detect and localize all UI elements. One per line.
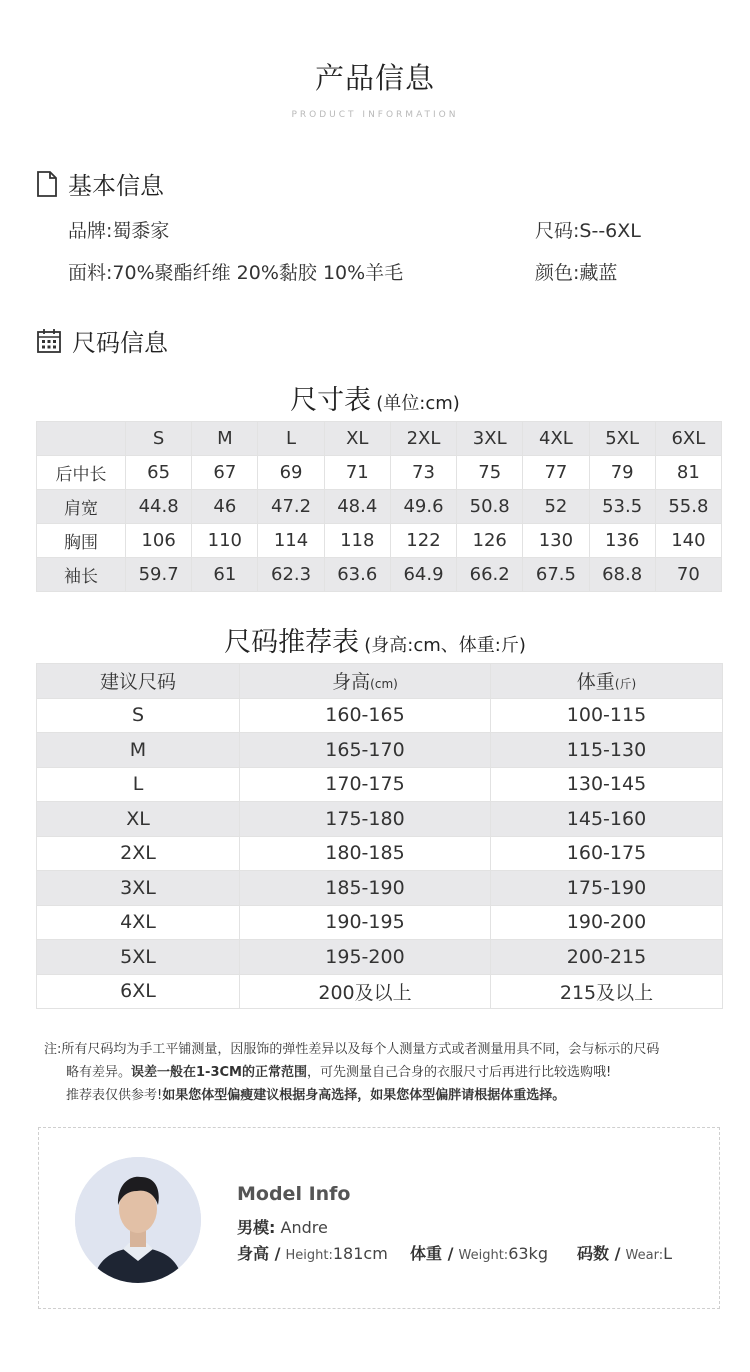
table-cell: 48.4 (324, 490, 390, 524)
model-name-row: 男模: Andre (237, 1218, 328, 1237)
table-row (37, 558, 722, 592)
table-cell: 77 (523, 456, 589, 490)
size-column-header: 6XL (655, 422, 721, 456)
size-column-header: L (258, 422, 324, 456)
note-line-2: 略有差异。误差一般在1-3CM的正常范围，可先测量自己合身的衣服尺寸后再进行比较选购哦! (66, 1065, 612, 1080)
table-row (37, 733, 723, 768)
size-column-header: 2XL (390, 422, 456, 456)
table-row (37, 940, 723, 975)
table-cell: L (37, 767, 240, 802)
table-cell: M (37, 733, 240, 768)
table-cell: 63.6 (324, 558, 390, 592)
table-cell: 190-200 (491, 905, 723, 940)
basic-info-heading (36, 166, 164, 201)
rec-table-header (37, 664, 723, 699)
size-range-text: 尺码:S--6XL (535, 220, 641, 242)
table-cell: 73 (390, 456, 456, 490)
table-cell: 170-175 (240, 767, 491, 802)
size-table-header (37, 422, 722, 456)
table-cell: 65 (126, 456, 192, 490)
table-cell: 215及以上 (491, 974, 723, 1009)
table-cell: 66.2 (457, 558, 523, 592)
size-column-header: 3XL (457, 422, 523, 456)
table-cell: 130-145 (491, 767, 723, 802)
table-row (37, 871, 723, 906)
table-cell: 190-195 (240, 905, 491, 940)
table-cell: 47.2 (258, 490, 324, 524)
brand-text: 品牌:蜀黍家 (68, 220, 170, 242)
table-cell: 136 (589, 524, 655, 558)
model-portrait-icon (75, 1157, 201, 1283)
table-cell: 64.9 (390, 558, 456, 592)
table-cell: 122 (390, 524, 456, 558)
table-cell: 52 (523, 490, 589, 524)
size-table-title (0, 378, 750, 417)
table-cell: S (37, 698, 240, 733)
table-cell: 195-200 (240, 940, 491, 975)
table-cell: 53.5 (589, 490, 655, 524)
table-cell: 185-190 (240, 871, 491, 906)
rec-table-unit: (身高:cm、体重:斤) (364, 635, 526, 656)
table-cell: 110 (192, 524, 258, 558)
size-table (36, 421, 722, 592)
table-cell: 100-115 (491, 698, 723, 733)
table-cell: 175-190 (491, 871, 723, 906)
table-cell: 6XL (37, 974, 240, 1009)
calendar-icon (36, 328, 62, 354)
table-row (37, 802, 723, 837)
size-info-heading (36, 323, 168, 358)
table-cell: 165-170 (240, 733, 491, 768)
page-title: 产品信息 (314, 61, 435, 95)
rec-table (36, 663, 723, 1009)
rec-column-header: 身高(cm) (240, 664, 491, 699)
table-cell: 180-185 (240, 836, 491, 871)
table-row (37, 490, 722, 524)
size-column-header (37, 422, 126, 456)
table-row (37, 524, 722, 558)
table-cell: 200-215 (491, 940, 723, 975)
table-cell: 50.8 (457, 490, 523, 524)
table-cell: 59.7 (126, 558, 192, 592)
table-cell: 3XL (37, 871, 240, 906)
table-cell: 55.8 (655, 490, 721, 524)
table-cell: 44.8 (126, 490, 192, 524)
measure-label: 后中长 (37, 456, 126, 490)
table-row (37, 456, 722, 490)
table-cell: 5XL (37, 940, 240, 975)
rec-table-title (0, 620, 750, 659)
document-icon (36, 171, 58, 197)
table-cell: 46 (192, 490, 258, 524)
table-cell: 160-175 (491, 836, 723, 871)
note-line-3: 推荐表仅供参考!如果您体型偏瘦建议根据身高选择，如果您体型偏胖请根据体重选择。 (66, 1088, 566, 1103)
table-cell: 115-130 (491, 733, 723, 768)
size-column-header: 5XL (589, 422, 655, 456)
size-table-unit: (单位:cm) (376, 393, 460, 414)
table-cell: 62.3 (258, 558, 324, 592)
table-cell: 160-165 (240, 698, 491, 733)
table-cell: 70 (655, 558, 721, 592)
table-cell: 106 (126, 524, 192, 558)
table-cell: 67 (192, 456, 258, 490)
table-cell: 75 (457, 456, 523, 490)
page-subtitle: PRODUCT INFORMATION (291, 110, 459, 120)
table-row (37, 836, 723, 871)
rec-table-title-text: 尺码推荐表 (224, 627, 360, 658)
note-line-1: 注:所有尺码均为手工平铺测量，因服饰的弹性差异以及每个人测量方式或者测量用具不同，会与标示的尺码 (44, 1042, 660, 1057)
table-cell: 114 (258, 524, 324, 558)
table-cell: 4XL (37, 905, 240, 940)
table-cell: 67.5 (523, 558, 589, 592)
color-text: 颜色:藏蓝 (535, 262, 618, 284)
rec-column-header: 体重(斤) (491, 664, 723, 699)
size-column-header: 4XL (523, 422, 589, 456)
table-cell: 69 (258, 456, 324, 490)
table-row (37, 767, 723, 802)
measure-label: 肩宽 (37, 490, 126, 524)
size-note (44, 1038, 734, 1107)
basic-info-heading-text: 基本信息 (68, 172, 164, 200)
table-cell: 49.6 (390, 490, 456, 524)
model-wear: 码数 / Wear:L (577, 1244, 672, 1263)
table-cell: 200及以上 (240, 974, 491, 1009)
size-info-heading-text: 尺码信息 (72, 329, 168, 357)
model-info-title: Model Info (237, 1183, 351, 1205)
table-row (37, 698, 723, 733)
table-cell: 2XL (37, 836, 240, 871)
table-cell: 79 (589, 456, 655, 490)
size-column-header: M (192, 422, 258, 456)
table-cell: 175-180 (240, 802, 491, 837)
table-cell: 71 (324, 456, 390, 490)
model-avatar (75, 1157, 201, 1283)
measure-label: 袖长 (37, 558, 126, 592)
table-cell: 126 (457, 524, 523, 558)
size-column-header: S (126, 422, 192, 456)
table-cell: 68.8 (589, 558, 655, 592)
table-row (37, 905, 723, 940)
table-cell: 145-160 (491, 802, 723, 837)
table-cell: 61 (192, 558, 258, 592)
measure-label: 胸围 (37, 524, 126, 558)
rec-column-header: 建议尺码 (37, 664, 240, 699)
table-cell: XL (37, 802, 240, 837)
table-cell: 118 (324, 524, 390, 558)
table-cell: 140 (655, 524, 721, 558)
table-cell: 81 (655, 456, 721, 490)
model-weight: 体重 / Weight:63kg (410, 1244, 548, 1263)
model-height: 身高 / Height:181cm (237, 1244, 388, 1263)
size-column-header: XL (324, 422, 390, 456)
fabric-text: 面料:70%聚酯纤维 20%黏胶 10%羊毛 (68, 262, 404, 284)
table-cell: 130 (523, 524, 589, 558)
size-table-title-text: 尺寸表 (290, 385, 372, 416)
table-row (37, 974, 723, 1009)
